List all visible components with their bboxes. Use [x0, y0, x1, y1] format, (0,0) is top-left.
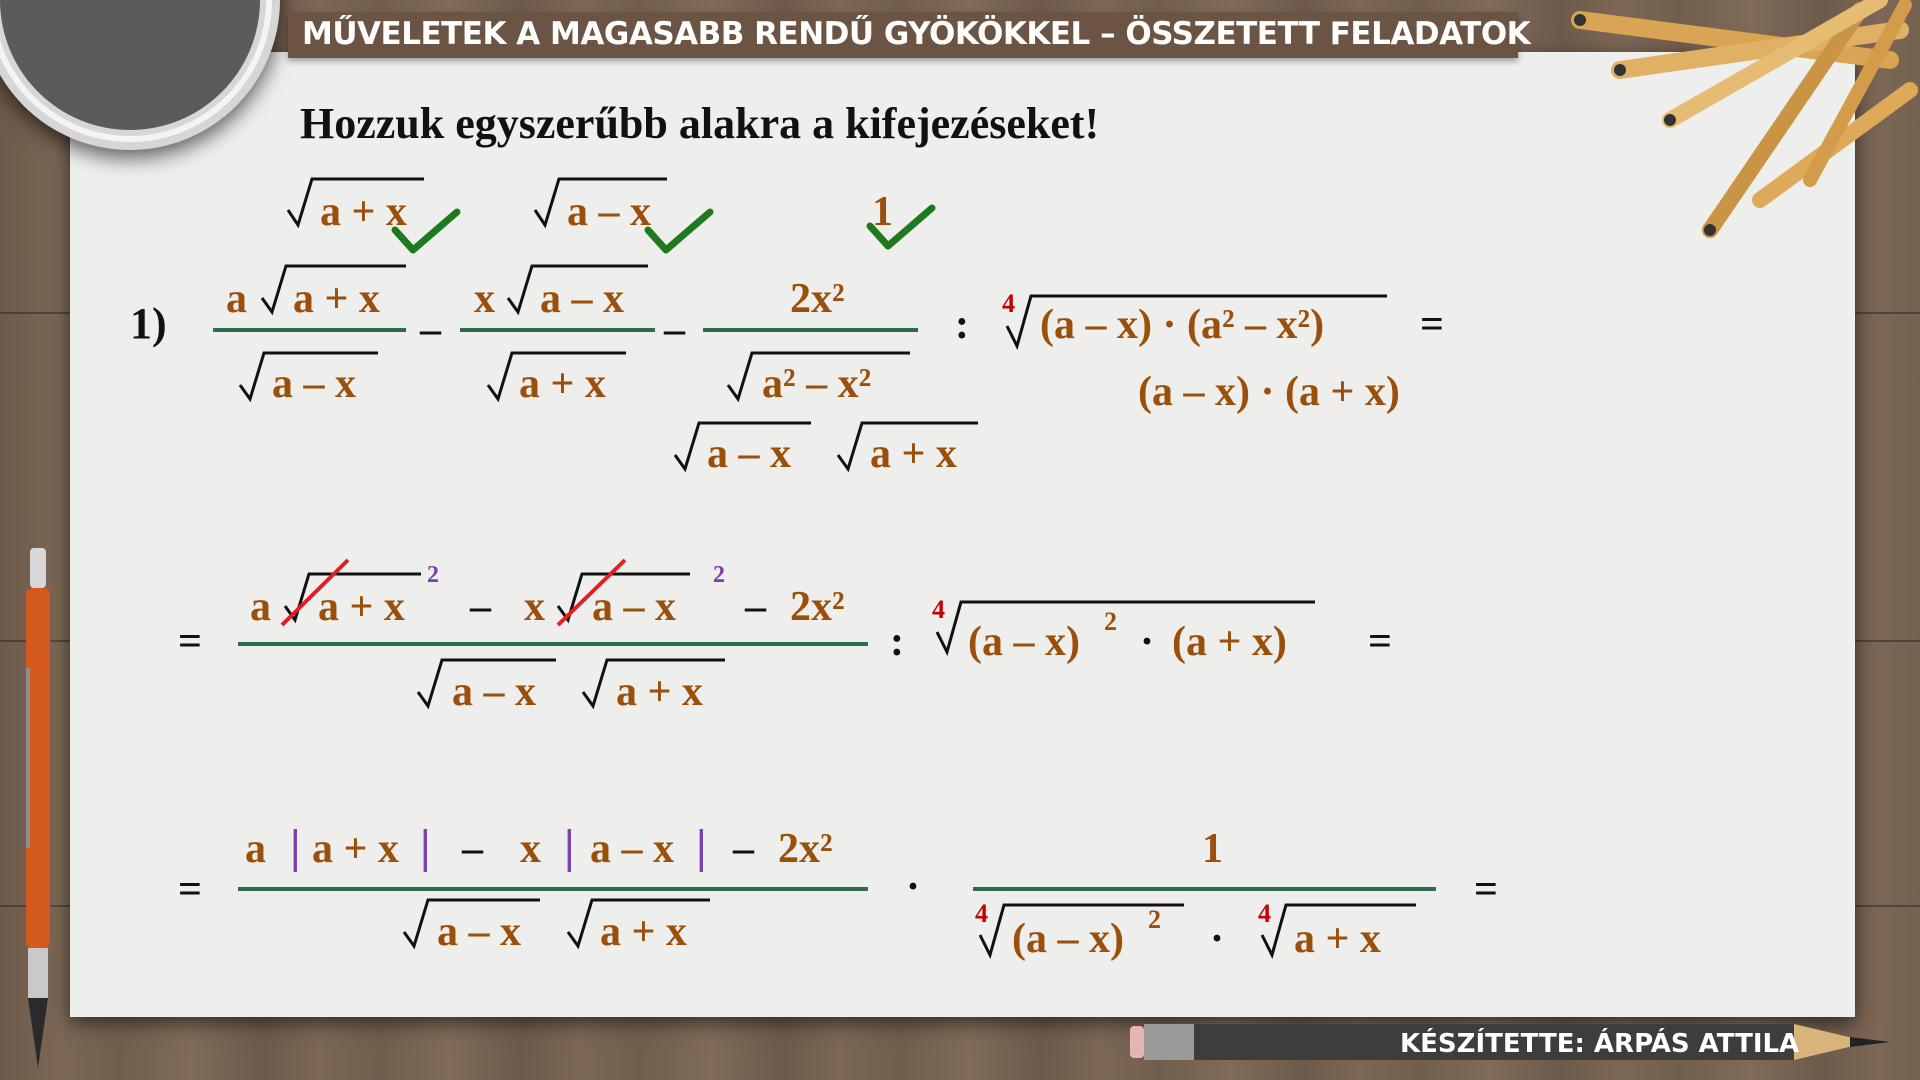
- step3-num-r1: a + x: [312, 826, 399, 872]
- step3-rhs-exp: 2: [1148, 905, 1161, 934]
- root-index-1: 4: [1002, 289, 1015, 318]
- svg-text:|: |: [696, 820, 707, 873]
- frac1-num-radicand: a + x: [293, 276, 380, 322]
- equals-3: =: [1368, 619, 1392, 665]
- frac3-den: a² – x²: [762, 361, 872, 407]
- step3-rhs-den-2: a + x: [1294, 916, 1381, 962]
- svg-text:|: |: [290, 820, 301, 873]
- op-minus-2: –: [664, 307, 685, 353]
- step3-num-r2: a – x: [590, 826, 674, 872]
- equals-4: =: [178, 867, 202, 913]
- step2-num-a: a: [250, 584, 271, 630]
- step2-divide: :: [890, 619, 904, 665]
- step2-num-r1: a + x: [318, 584, 405, 630]
- step2-exp-2: 2: [713, 562, 725, 588]
- hint-1: a + x: [320, 189, 407, 235]
- problem-number: 1): [130, 299, 167, 348]
- op-divide: :: [955, 302, 969, 348]
- step2-num-r2: a – x: [592, 584, 676, 630]
- step3-num-last: 2x²: [778, 826, 833, 872]
- step2-num-x: x: [524, 584, 545, 630]
- step3-den-1: a – x: [437, 909, 521, 955]
- author-credit: KÉSZÍTETTE: ÁRPÁS ATTILA: [1400, 1029, 1800, 1059]
- frac3-split-1: a – x: [707, 431, 791, 477]
- svg-text:|: |: [564, 820, 575, 873]
- radicand-1: (a – x) · (a² – x²): [1040, 302, 1325, 348]
- step3-den-2: a + x: [600, 909, 687, 955]
- step3-num-a: a: [245, 826, 266, 872]
- step3-num-x: x: [520, 826, 541, 872]
- slide-title: MŰVELETEK A MAGASABB RENDŰ GYÖKÖKKEL – ÖSSZETETT FELADATOK: [302, 16, 1531, 52]
- task-heading: Hozzuk egyszerűbb alakra a kifejezéseket!: [300, 99, 1100, 148]
- frac2-num-radicand: a – x: [540, 276, 624, 322]
- step2-radicand-2: (a + x): [1172, 619, 1287, 665]
- step2-exp-1: 2: [427, 562, 439, 588]
- step2-radicand-exp: 2: [1104, 607, 1117, 636]
- step3-mult: ·: [906, 864, 921, 910]
- step3-rhs-num: 1: [1202, 826, 1223, 872]
- hint-2: a – x: [567, 189, 651, 235]
- hint-2-check-icon: [648, 212, 710, 250]
- step2-minus-2: –: [745, 584, 766, 630]
- frac2-den: a + x: [519, 361, 606, 407]
- frac1-den: a – x: [272, 361, 356, 407]
- radicand-factored: (a – x) · (a + x): [1138, 369, 1400, 415]
- equals-1: =: [1420, 302, 1444, 348]
- root-index-2: 4: [932, 595, 945, 624]
- step2-dot: ·: [1140, 619, 1155, 665]
- frac1-num-coef: a: [226, 276, 247, 322]
- step3-minus-1: –: [462, 826, 483, 872]
- step2-radicand-1: (a – x): [968, 619, 1080, 665]
- op-minus-1: –: [420, 307, 441, 353]
- step2-den-1: a – x: [452, 669, 536, 715]
- step3-rhs-den-1: (a – x): [1012, 916, 1124, 962]
- step3-rhs-dot: ·: [1210, 916, 1225, 962]
- frac3-num: 2x²: [790, 276, 845, 322]
- frac3-split-2: a + x: [870, 431, 957, 477]
- svg-text:|: |: [420, 820, 431, 873]
- equals-5: =: [1474, 867, 1498, 913]
- step3-minus-2: –: [733, 826, 754, 872]
- step2-num-last: 2x²: [790, 584, 845, 630]
- equals-2: =: [178, 619, 202, 665]
- root-index-4: 4: [1258, 899, 1271, 928]
- frac2-num-coef: x: [474, 276, 495, 322]
- step2-minus-1: –: [470, 584, 491, 630]
- hint-3: 1: [872, 189, 893, 235]
- step2-den-2: a + x: [616, 669, 703, 715]
- root-index-3: 4: [975, 899, 988, 928]
